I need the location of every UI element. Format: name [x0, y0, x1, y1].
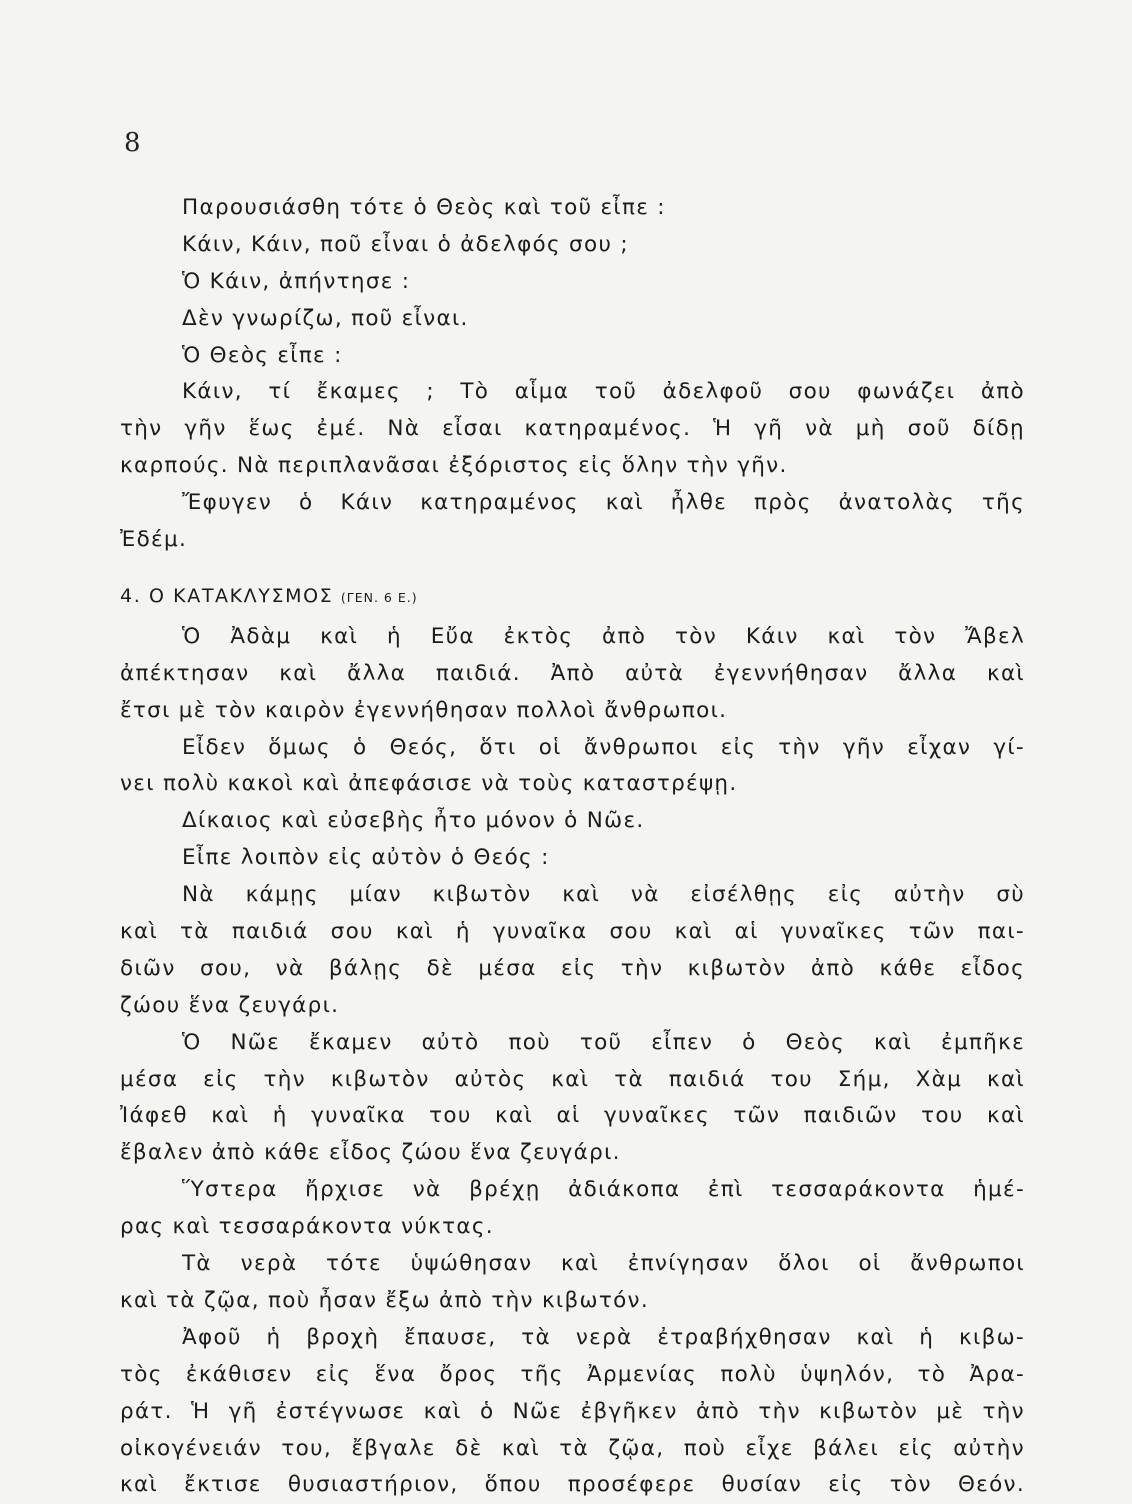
text-line: Ὕστερα ἤρχισε νὰ βρέχῃ ἀδιάκοπα ἐπὶ τεσσαράκοντα ἡμέ- [182, 1177, 1025, 1203]
page-text [120, 190, 1025, 1504]
text-line: ἀπέκτησαν καὶ ἄλλα παιδιά. Ἀπὸ αὐτὰ ἐγεννήθησαν ἄλλα καὶ [120, 660, 1025, 686]
text-line: τὸς ἐκάθισεν εἰς ἕνα ὄρος τῆς Ἀρμενίας πολὺ ὑψηλόν, τὸ Ἀρα- [120, 1361, 1025, 1387]
section-heading [120, 573, 1025, 619]
text-line: Ὁ Θεὸς εἶπε : [182, 342, 343, 368]
text-line: ἔβαλεν ἀπὸ κάθε εἶδος ζώου ἕνα ζευγάρι. [120, 1140, 621, 1166]
text-line: καρπούς. Νὰ περιπλανᾶσαι ἐξόριστος εἰς ὅλην τὴν γῆν. [120, 453, 788, 479]
text-line: μέσα εἰς τὴν κιβωτὸν αὐτὸς καὶ τὰ παιδιά του Σήμ, Χὰμ καὶ [120, 1066, 1025, 1092]
text-line: οἰκογένειάν του, ἔβγαλε δὲ καὶ τὰ ζῷα, ποὺ εἶχε βάλει εἰς αὐτὴν [120, 1435, 1025, 1461]
text-line: Ὁ Νῶε ἔκαμεν αὐτὸ ποὺ τοῦ εἶπεν ὁ Θεὸς καὶ ἐμπῆκε [182, 1029, 1025, 1055]
text-line: ρας καὶ τεσσαράκοντα νύκτας. [120, 1214, 494, 1240]
page-number: 8 [124, 128, 141, 158]
text-line: ζώου ἕνα ζευγάρι. [120, 992, 340, 1018]
text-line: Ἔφυγεν ὁ Κάιν κατηραμένος καὶ ἦλθε πρὸς ἀνατολὰς τῆς [182, 490, 1025, 516]
text-line: Κάιν, τί ἔκαμες ; Τὸ αἷμα τοῦ ἀδελφοῦ σου φωνάζει ἀπὸ [182, 379, 1025, 405]
text-line: Ὁ Κάιν, ἀπήντησε : [182, 268, 411, 294]
text-line: καὶ τὰ ζῷα, ποὺ ἦσαν ἔξω ἀπὸ τὴν κιβωτόν. [120, 1287, 649, 1313]
text-line: Δὲν γνωρίζω, ποῦ εἶναι. [182, 305, 469, 331]
text-line: καὶ τὰ παιδιά σου καὶ ἡ γυναῖκα σου καὶ αἱ γυναῖκες τῶν παι- [120, 919, 1025, 945]
text-line: Ἀφοῦ ἡ βροχὴ ἔπαυσε, τὰ νερὰ ἐτραβήχθησαν καὶ ἡ κιβω- [182, 1324, 1025, 1350]
text-line: Δίκαιος καὶ εὐσεβὴς ἦτο μόνον ὁ Νῶε. [182, 808, 645, 834]
text-line: Παρουσιάσθη τότε ὁ Θεὸς καὶ τοῦ εἶπε : [182, 195, 666, 220]
text-line: νει πολὺ κακοὶ καὶ ἀπεφάσισε νὰ τοὺς καταστρέψῃ. [120, 771, 738, 797]
section-reference: (ΓΕΝ. 6 Ε.) [340, 589, 418, 605]
text-line: Εἶπε λοιπὸν εἰς αὐτὸν ὁ Θεός : [182, 845, 550, 871]
text-line: Ὁ Ἀδὰμ καὶ ἡ Εὔα ἐκτὸς ἀπὸ τὸν Κάιν καὶ τὸν Ἄβελ [182, 623, 1025, 649]
text-line: Ἰάφεθ καὶ ἡ γυναῖκα του καὶ αἱ γυναῖκες τῶν παιδιῶν του καὶ [120, 1103, 1025, 1129]
text-line: καὶ ἔκτισε θυσιαστήριον, ὅπου προσέφερε θυσίαν εἰς τὸν Θεόν. [120, 1472, 1025, 1498]
text-line: Εἶδεν ὅμως ὁ Θεός, ὅτι οἱ ἄνθρωποι εἰς τὴν γῆν εἶχαν γί- [182, 734, 1025, 760]
text-line: διῶν σου, νὰ βάλῃς δὲ μέσα εἰς τὴν κιβωτὸν ἀπὸ κάθε εἶδος [120, 955, 1025, 981]
text-line: ράτ. Ἡ γῆ ἐστέγνωσε καὶ ὁ Νῶε ἐβγῆκεν ἀπὸ τὴν κιβωτὸν μὲ τὴν [120, 1398, 1025, 1424]
text-line: Τὰ νερὰ τότε ὑψώθησαν καὶ ἐπνίγησαν ὅλοι οἱ ἄνθρωποι [182, 1251, 1025, 1277]
text-line: Ἐδέμ. [120, 527, 188, 553]
text-line: ἔτσι μὲ τὸν καιρὸν ἐγεννήθησαν πολλοὶ ἄνθρωποι. [120, 697, 728, 723]
text-line: Κάιν, Κάιν, ποῦ εἶναι ὁ ἀδελφός σου ; [182, 231, 629, 257]
text-line: τὴν γῆν ἕως ἐμέ. Νὰ εἶσαι κατηραμένος. Ἡ γῆ νὰ μὴ σοῦ δίδῃ [120, 416, 1025, 442]
text-line: Νὰ κάμῃς μίαν κιβωτὸν καὶ νὰ εἰσέλθῃς εἰς αὐτὴν σὺ [182, 882, 1025, 908]
section-title: 4. Ο ΚΑΤΑΚΛΥΣΜΟΣ [120, 584, 334, 607]
